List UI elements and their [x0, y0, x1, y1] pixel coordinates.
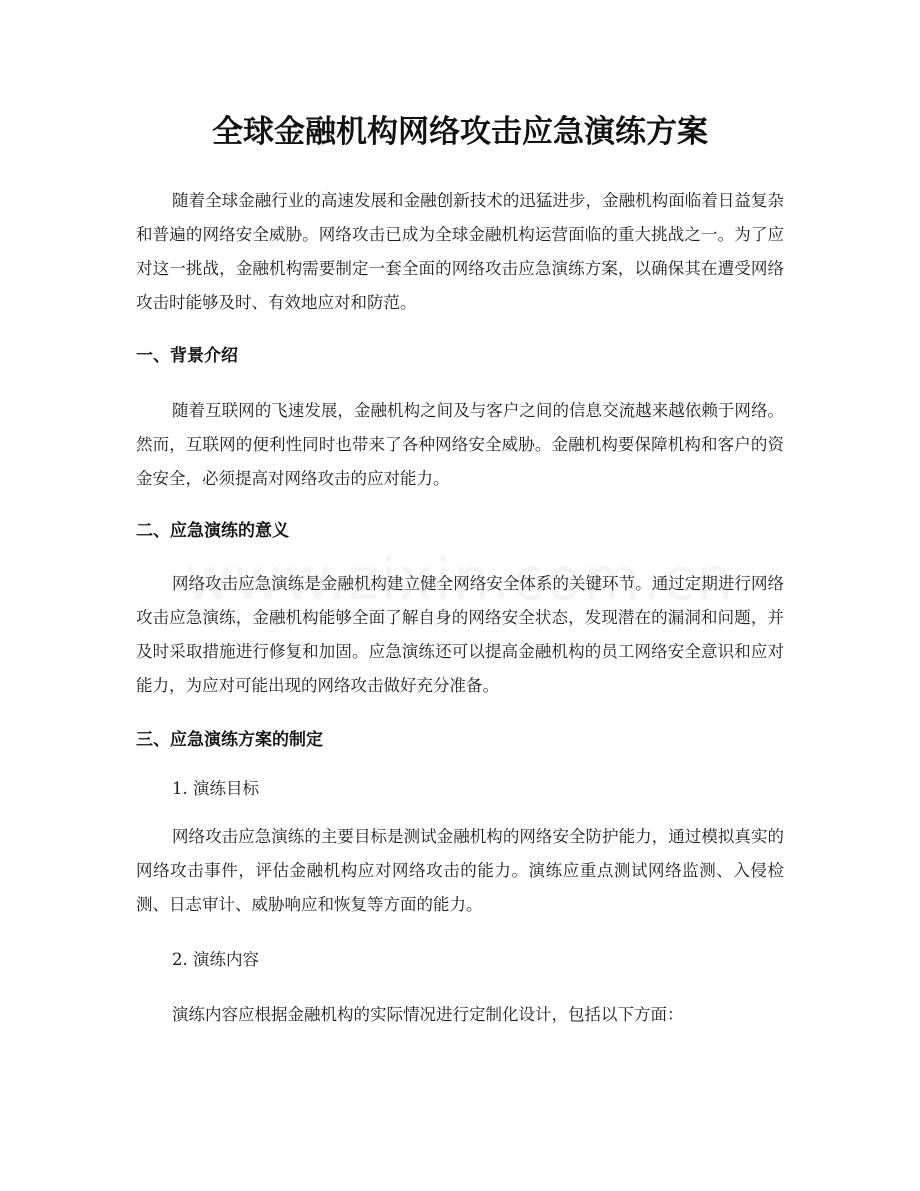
subsection-label-content: 2. 演练内容 — [172, 950, 259, 969]
document-title: 全球金融机构网络攻击应急演练方案 — [212, 114, 708, 150]
section-body-background: 随着互联网的飞速发展，金融机构之间及与客户之间的信息交流越来越依赖于网络。然而，互联网的便利性同时也带来了各种网络安全威胁。金融机构要保障机构和客户的资金安全，必须提高对网络攻击的应对能力。 — [136, 401, 784, 488]
subsection-label-goal: 1. 演练目标 — [172, 779, 259, 798]
intro-paragraph: 随着全球金融行业的高速发展和金融创新技术的迅猛进步，金融机构面临着日益复杂和普遍的网络安全威胁。网络攻击已成为全球金融机构运营面临的重大挑战之一。为了应对这一挑战，金融机构需要制定一套全面的网络攻击应急演练方案，以确保其在遭受网络攻击时能够及时、有效地应对和防范。 — [136, 191, 784, 312]
subsection-body-content: 演练内容应根据金融机构的实际情况进行定制化设计，包括以下方面： — [172, 1005, 684, 1024]
section-heading-significance: 二、应急演练的意义 — [136, 521, 289, 541]
section-heading-plan: 三、应急演练方案的制定 — [136, 730, 323, 750]
subsection-body-goal: 网络攻击应急演练的主要目标是测试金融机构的网络安全防护能力，通过模拟真实的网络攻击事件，评估金融机构应对网络攻击的能力。演练应重点测试网络监测、入侵检测、日志审计、威胁响应和恢复等方面的能力。 — [136, 827, 784, 914]
section-heading-background: 一、背景介绍 — [136, 346, 238, 366]
section-body-significance: 网络攻击应急演练是金融机构建立健全网络安全体系的关键环节。通过定期进行网络攻击应急演练，金融机构能够全面了解自身的网络安全状态，发现潜在的漏洞和问题，并及时采取措施进行修复和加固。应急演练还可以提高金融机构的员工网络安全意识和应对能力，为应对可能出现的网络攻击做好充分准备。 — [136, 574, 784, 695]
